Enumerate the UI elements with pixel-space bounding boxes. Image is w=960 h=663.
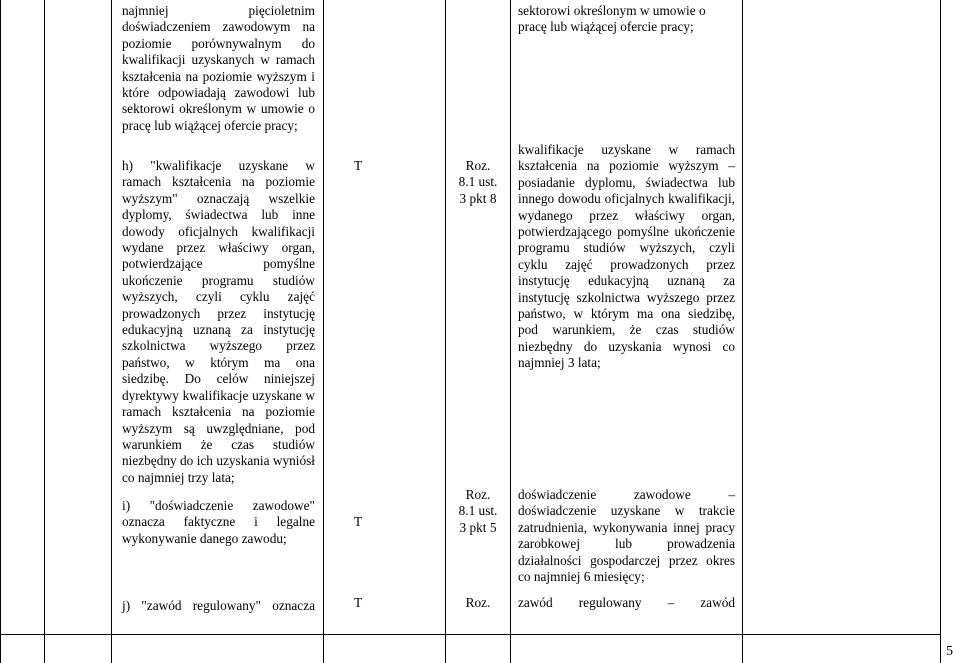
column-divider-2 [111,0,112,663]
row-2-reference-line-2: 8.1 ust. [458,174,498,190]
row-4-description-text: j) "zawód regulowany" oznacza [122,598,315,613]
row-3-reference-line-1: Roz. [465,487,491,502]
row-2-reference [450,158,506,207]
column-divider-5 [510,0,511,663]
column-divider-4 [445,0,446,663]
row-4-implementation-text: zawód regulowany – zawód [518,595,735,610]
row-2-type-text: T [353,158,363,173]
row-2-reference-line-1: Roz. [465,158,491,173]
row-3-description-text: i) "doświadczenie zawodowe" oznacza faktyczne i legalne wykonywanie danego zawodu; [122,498,315,546]
row-1-implementation-text: sektorowi określonym w umowie o pracę lub wiążącej ofercie pracy; [518,3,706,35]
row-4-description [122,598,315,614]
row-4-reference [450,595,506,611]
row-1-implementation [518,3,736,36]
row-3-type-text: T [353,514,363,529]
row-2-reference-line-3: 3 pkt 8 [459,190,497,206]
row-2-type [344,158,372,174]
row-2-description [122,158,315,486]
row-3-reference-line-2: 8.1 ust. [458,503,498,519]
column-divider-1 [44,0,45,663]
row-3-description [122,498,315,547]
row-3-implementation [518,487,735,585]
row-3-reference [450,487,506,536]
row-2-implementation-text: kwalifikacje uzyskane w ramach kształcenia na poziomie wyższym – posiadanie dyplomu, świadectwa lub innego dowodu oficjalnych kwalifikacji, wydanego przez właściwy organ, potwierdzającego pomyślne ukończenie programu studiów wyższych, czyli cyklu zajęć prowadzonych przez instytucję edukacyjną uznaną za instytucję szkolnictwa wyższego przez państwo, w którym ma ona siedzibę, pod warunkiem, że czas studiów niezbędny do uzyskania wynosi co najmniej 3 lata; [518,142,735,371]
row-2-implementation [518,142,735,372]
row-1-description [122,3,315,134]
row-3-reference-line-3: 3 pkt 5 [459,519,497,535]
column-divider-6 [742,0,743,663]
row-4-type [344,595,372,611]
table-border-left [0,0,1,663]
row-1-description-text: najmniej pięcioletnim doświadczeniem zawodowym na poziomie porównywalnym do kwalifikacji uzyskanych w ramach kształcenia na poziomie wyższym i które odpowiadają zawodowi lub sektorowi określonym w umowie o pracę lub wiążącej ofercie pracy; [122,3,315,133]
row-4-reference-line-1: Roz. [465,595,491,610]
column-divider-3 [323,0,324,663]
page-number: 5 [946,644,953,659]
row-3-type [344,514,372,530]
column-divider-7 [940,0,941,663]
row-3-implementation-text: doświadczenie zawodowe – doświadczenie uzyskane w trakcie zatrudnienia, wykonywania innej pracy zarobkowej lub prowadzenia działalności gospodarczej przez okres co najmniej 6 miesięcy; [518,487,735,585]
row-2-description-text: h) "kwalifikacje uzyskane w ramach kształcenia na poziomie wyższym" oznaczają wszelkie dyplomy, świadectwa lub inne dowody oficjalnych kwalifikacji wydane przez właściwy organ, potwierdzające pomyślne ukończenie programu studiów wyższych, czyli cyklu zajęć prowadzonych przez instytucję edukacyjną uznaną za instytucję szkolnictwa wyższego przez państwo, w którym ma ona siedzibę. Do celów niniejszej dyrektywy kwalifikacje uzyskane w ramach kształcenia na poziomie wyższym są uwzględniane, pod warunkiem że czas studiów niezbędny do ich uzyskania wyniósł co najmniej trzy lata; [122,158,315,485]
row-4-implementation [518,595,735,611]
row-4-type-text: T [353,595,363,610]
table-bottom-border [0,634,941,635]
